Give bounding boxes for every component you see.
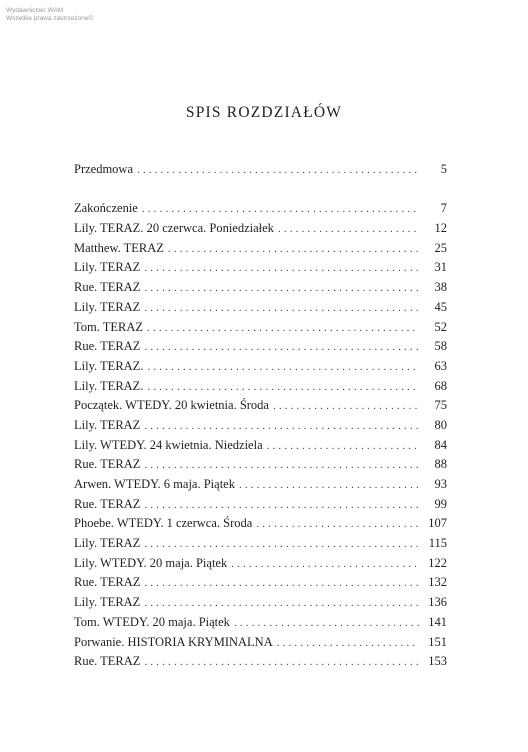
- toc-entry: [74, 455, 447, 475]
- toc-entry: [74, 514, 447, 534]
- toc-entry-title: Lily. TERAZ: [74, 595, 141, 610]
- dot-leader: [144, 299, 419, 319]
- toc-entry-page-number: 151: [428, 634, 447, 649]
- dot-leader: [147, 319, 419, 339]
- toc-entry-title: Rue. TERAZ: [74, 280, 141, 295]
- dot-leader: [144, 456, 419, 476]
- toc-entry: [74, 633, 447, 653]
- toc-entry-title: Lily. WTEDY. 20 maja. Piątek: [74, 555, 228, 570]
- toc-entry-page-number: 7: [440, 201, 447, 216]
- toc-entry: [74, 357, 447, 377]
- toc-entry: [74, 396, 447, 416]
- toc-entry: [74, 160, 447, 180]
- toc-entry-page-number: 68: [434, 378, 447, 393]
- dot-leader: [144, 535, 419, 555]
- toc-entry: [74, 495, 447, 515]
- toc-entry-title: Lily. TERAZ: [74, 260, 141, 275]
- dot-leader: [147, 358, 419, 378]
- toc-entry-page-number: 115: [428, 536, 447, 551]
- toc-entry-title: Lily. TERAZ: [74, 299, 141, 314]
- toc-entry-title: Rue. TERAZ: [74, 654, 141, 669]
- toc-entry: [74, 573, 447, 593]
- dot-leader: [144, 574, 419, 594]
- toc-entry-title: Rue. TERAZ: [74, 575, 141, 590]
- toc-entry-title: Tom. WTEDY. 20 maja. Piątek: [74, 614, 230, 629]
- toc-entry-title: Rue. TERAZ: [74, 496, 141, 511]
- toc-entry: [74, 416, 447, 436]
- toc-entry-page-number: 107: [428, 516, 447, 531]
- toc-entry-page-number: 58: [434, 339, 447, 354]
- dot-leader: [144, 417, 419, 437]
- dot-leader: [137, 161, 419, 181]
- toc-entry-page-number: 93: [434, 477, 447, 491]
- toc-entry-title: Początek. WTEDY. 20 kwietnia. Środa: [74, 398, 269, 413]
- toc-entry-title: Arwen. WTEDY. 6 maja. Piątek: [74, 477, 235, 491]
- dot-leader: [168, 240, 419, 260]
- toc-entry: [74, 475, 447, 495]
- dot-leader: [231, 555, 419, 575]
- toc-entry-title: Przedmowa: [74, 162, 134, 176]
- dot-leader: [273, 397, 419, 417]
- toc-entry-page-number: 132: [428, 575, 447, 590]
- dot-leader: [144, 594, 419, 614]
- toc-entry: [74, 219, 447, 239]
- toc-entry: [74, 593, 447, 613]
- dot-leader: [144, 338, 419, 358]
- dot-leader: [142, 200, 419, 220]
- dot-leader: [144, 496, 419, 516]
- toc-entry-title: Tom. TERAZ: [74, 319, 144, 334]
- dot-leader: [234, 614, 419, 634]
- toc-entry: [74, 436, 447, 456]
- dot-leader: [144, 259, 419, 279]
- toc-entry-title: Lily. TERAZ.: [74, 378, 144, 393]
- copyright-notice: Wszelkie prawa zastrzeżone©: [6, 15, 94, 22]
- toc-entry: [74, 318, 447, 338]
- publisher-name: Wydawnictwo WAM: [6, 7, 64, 14]
- toc-entry: [74, 199, 447, 219]
- toc-entry-title: Rue. TERAZ: [74, 457, 141, 472]
- toc-entry-title: Matthew. TERAZ: [74, 240, 164, 255]
- toc-entry: [74, 298, 447, 318]
- toc-entry-page-number: 122: [428, 555, 447, 570]
- toc-entry-title: Lily. TERAZ.: [74, 358, 144, 373]
- toc-entry: [74, 337, 447, 357]
- toc-entry-title: Lily. TERAZ. 20 czerwca. Poniedziałek: [74, 221, 274, 236]
- dot-leader: [277, 634, 419, 654]
- toc-entry-title: Lily. TERAZ: [74, 417, 141, 432]
- toc-entry-page-number: 153: [428, 654, 447, 669]
- toc-entry-page-number: 80: [434, 417, 447, 432]
- toc-entry-page-number: 12: [434, 221, 447, 236]
- dot-leader: [256, 515, 419, 535]
- toc-entry-page-number: 38: [434, 280, 447, 295]
- toc-entry: [74, 652, 447, 672]
- dot-leader: [267, 437, 419, 457]
- toc-entry-page-number: 31: [434, 260, 447, 275]
- dot-leader: [144, 653, 419, 673]
- table-of-contents: [74, 160, 447, 672]
- toc-entry-page-number: 141: [428, 614, 447, 629]
- toc-entry: [74, 554, 447, 574]
- toc-entry-title: Lily. WTEDY. 24 kwietnia. Niedziela: [74, 437, 263, 452]
- toc-entry-page-number: 5: [440, 162, 447, 176]
- page-title: SPIS ROZDZIAŁÓW: [185, 104, 343, 121]
- toc-entry: [74, 239, 447, 259]
- toc-entry-page-number: 52: [434, 319, 447, 334]
- toc-entry: [74, 613, 447, 633]
- toc-entry-title: Phoebe. WTEDY. 1 czerwca. Środa: [74, 516, 253, 531]
- dot-leader: [278, 220, 419, 240]
- toc-entry-page-number: 99: [434, 496, 447, 511]
- toc-entry-title: Rue. TERAZ: [74, 339, 141, 354]
- dot-leader: [147, 378, 419, 398]
- toc-entry-page-number: 75: [434, 398, 447, 413]
- toc-entry: [74, 258, 447, 278]
- toc-entry-page-number: 45: [434, 299, 447, 314]
- toc-entry-page-number: 25: [434, 240, 447, 255]
- toc-entry: [74, 534, 447, 554]
- toc-entry-page-number: 63: [434, 358, 447, 373]
- dot-leader: [239, 476, 419, 496]
- toc-entry-page-number: 136: [428, 595, 447, 610]
- toc-entry-title: Porwanie. HISTORIA KRYMINALNA: [74, 634, 273, 649]
- toc-entry-page-number: 88: [434, 457, 447, 472]
- toc-entry-title: Lily. TERAZ: [74, 536, 141, 551]
- toc-entry: [74, 377, 447, 397]
- publisher-notice: [6, 7, 93, 23]
- toc-entry-page-number: 84: [434, 437, 447, 452]
- toc-entry: [74, 278, 447, 298]
- dot-leader: [144, 279, 419, 299]
- toc-entry-title: Zakończenie: [74, 201, 138, 216]
